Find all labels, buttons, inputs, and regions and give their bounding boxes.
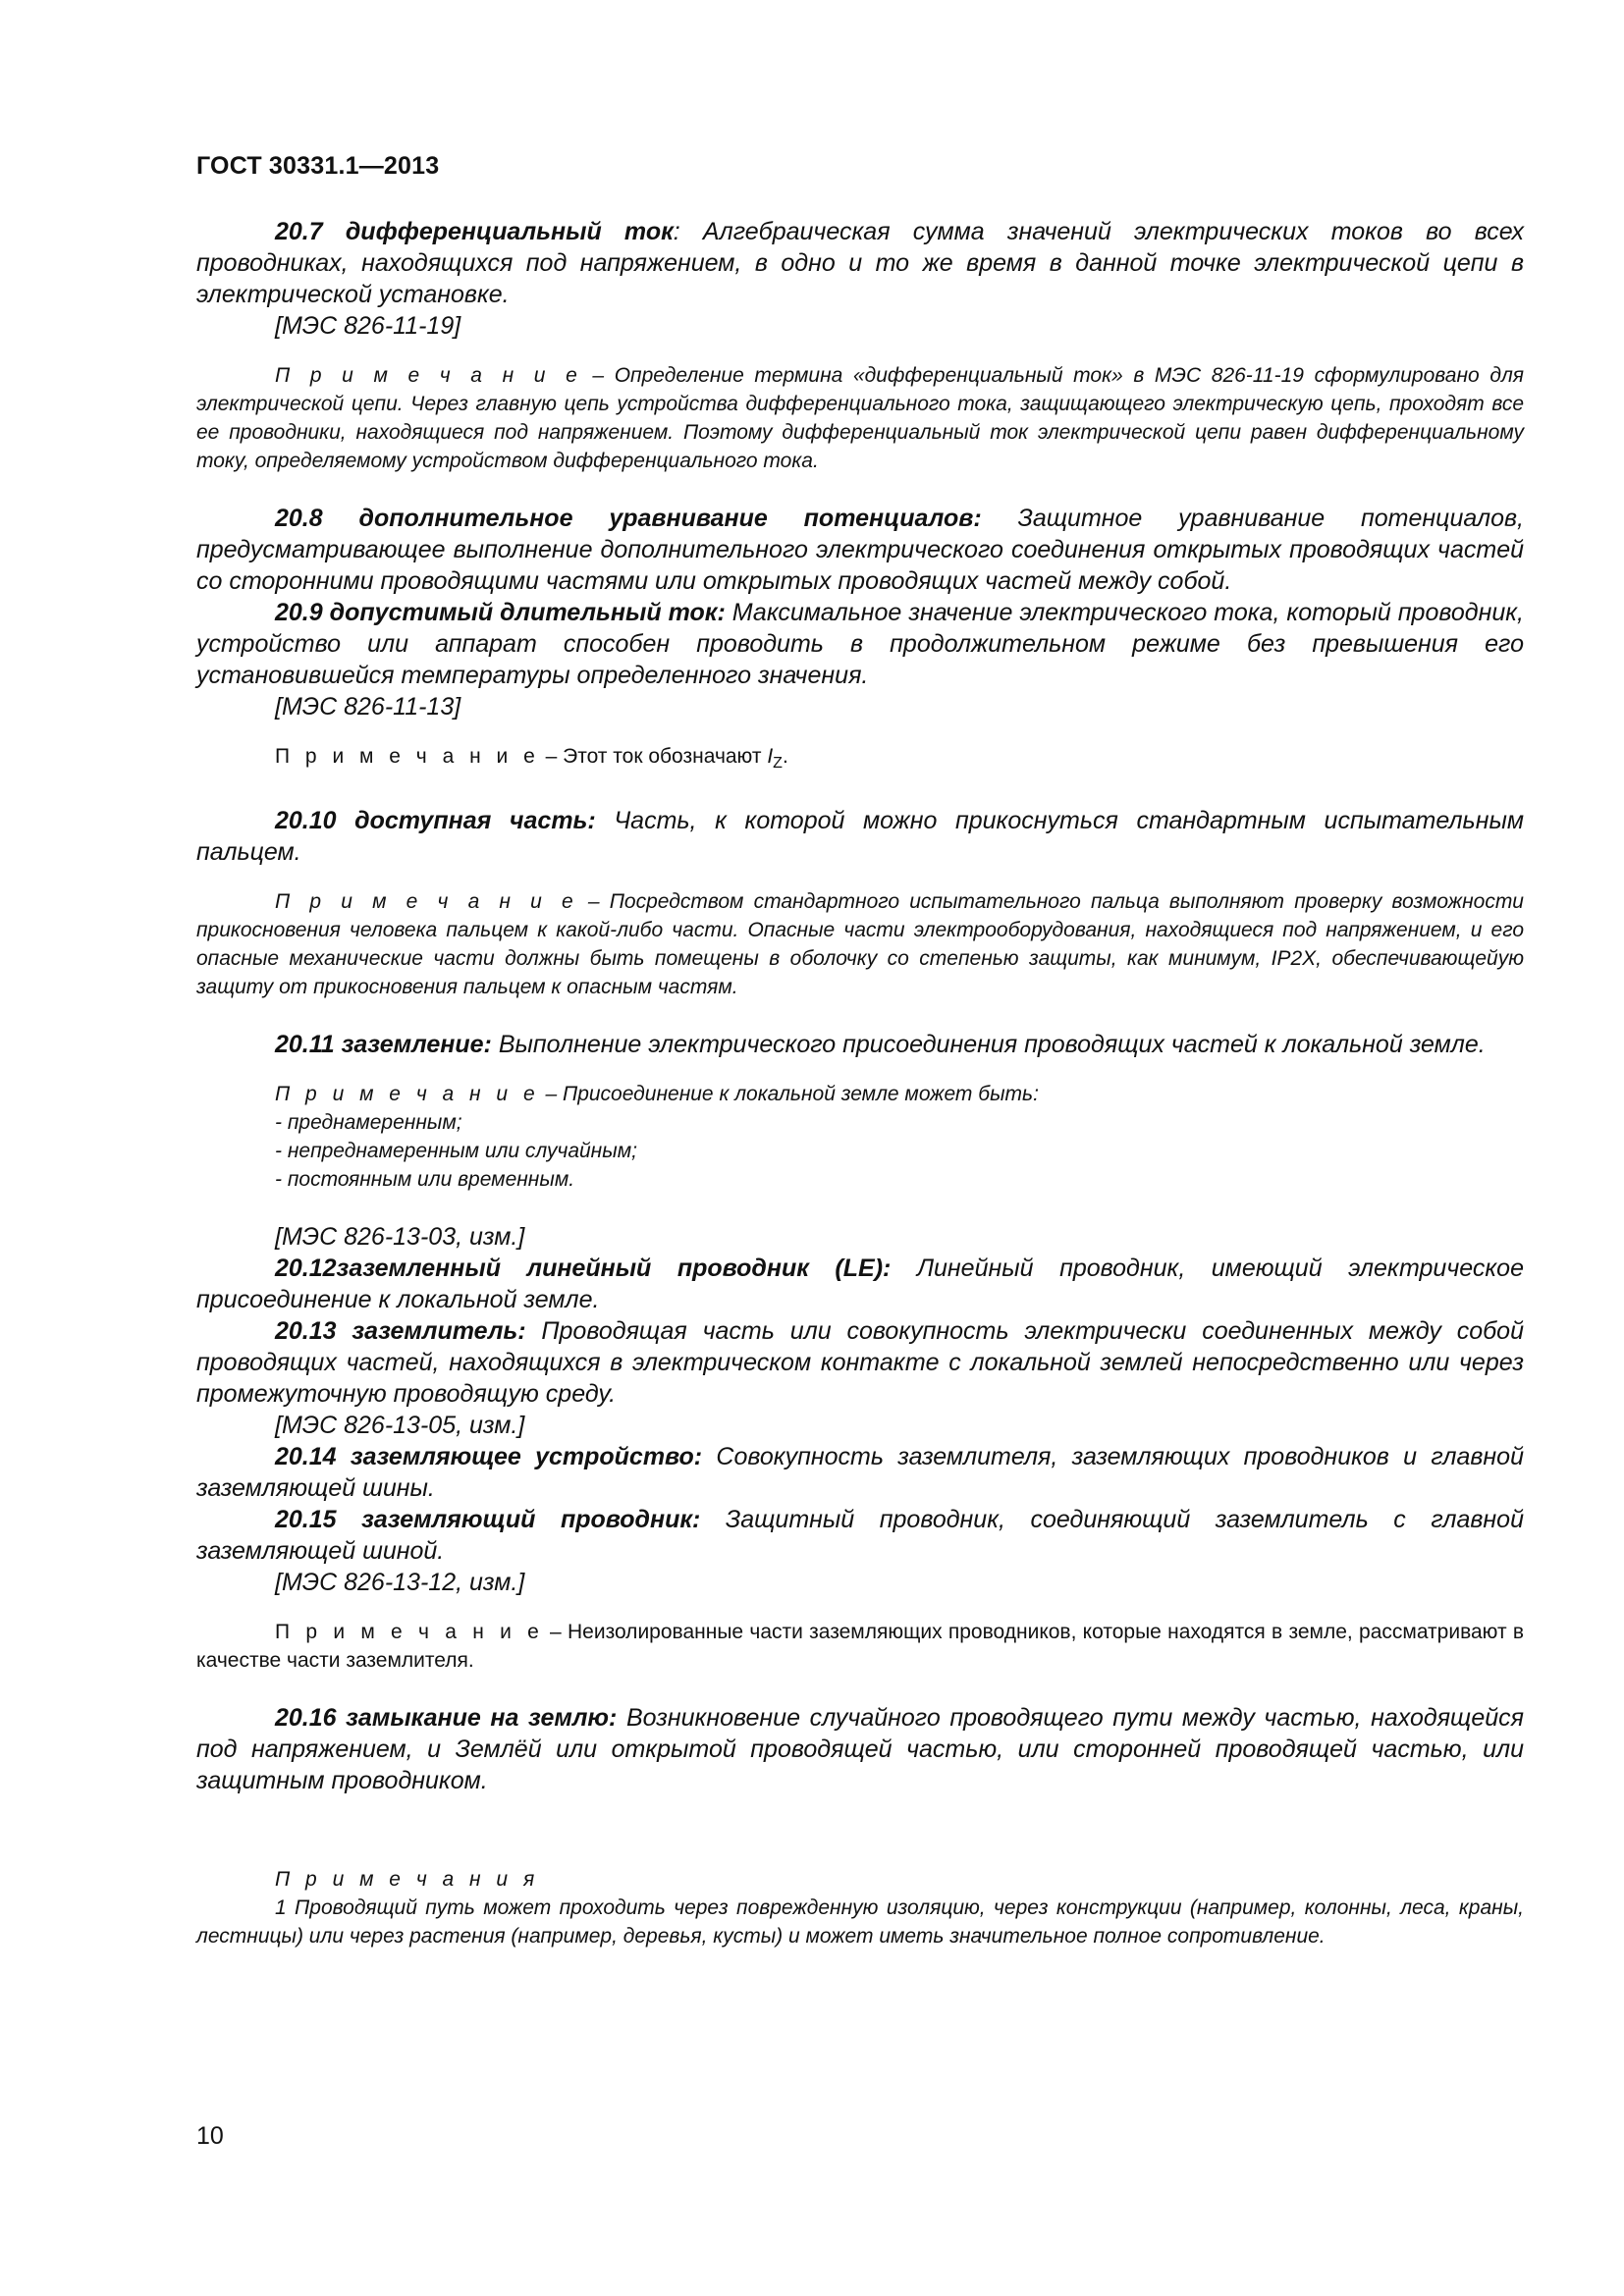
term-definition: Максимальное значение электрического тока, который проводник, устройство или аппарат способен проводить в продолжительном режиме без превышения его установившейся температуры определенного значения.: [196, 599, 1524, 689]
standard-header: ГОСТ 30331.1—2013: [196, 152, 440, 180]
term-title: 20.13 заземлитель:: [275, 1317, 526, 1346]
term-definition: Защитное уравнивание потенциалов, предусматривающее выполнение дополнительного электрического соединения открытых проводящих частей со сторонними проводящими частями или открытых проводящих частей между собой.: [196, 505, 1524, 595]
note-text: – Определение термина «дифференциальный ток» в МЭС 826-11-19 сформулировано для электрической цепи. Через главную цепь устройства дифференциального тока, защищающего электрическую цепь, проходят все ее проводники, находящиеся под напряжением. Поэтому дифференциальный ток электрической цепи равен дифференциальному току, определяемому устройством дифференциального тока.: [196, 364, 1525, 472]
entry-20-14: [196, 1441, 1524, 1504]
note-list: [196, 1108, 1524, 1194]
term-title: 20.9 допустимый длительный ток:: [275, 599, 726, 626]
entry-20-9: [196, 597, 1524, 691]
entry-20-11: [196, 1029, 1524, 1060]
term-title: 20.8 дополнительное уравнивание потенциалов:: [275, 505, 982, 532]
term-definition: Часть, к которой можно прикоснуться стандартным испытательным пальцем.: [196, 807, 1524, 867]
note-label: П р и м е ч а н и е: [275, 1621, 544, 1644]
note-text: – Присоединение к локальной земле может быть:: [539, 1083, 1039, 1106]
note-label: П р и м е ч а н и е: [275, 364, 582, 387]
term-definition: Совокупность заземлителя, заземляющих проводников и главной заземляющей шины.: [196, 1443, 1524, 1503]
list-item: - непреднамеренным или случайным;: [275, 1140, 637, 1163]
entry-20-8: [196, 503, 1524, 597]
note-20-11: [196, 1080, 1524, 1108]
note-label: П р и м е ч а н и е: [275, 1083, 540, 1106]
document-body: [196, 216, 1524, 1950]
note-text: – Неизолированные части заземляющих проводников, которые находятся в земле, рассматривают в качестве части заземлителя.: [196, 1621, 1525, 1673]
term-title: 20.14 заземляющее устройство:: [275, 1443, 703, 1471]
note-label: П р и м е ч а н и е: [275, 745, 540, 768]
iev-reference: [МЭС 826-11-13]: [275, 693, 461, 721]
term-title: 20.7 дифференциальный ток: [275, 218, 674, 245]
note-label: П р и м е ч а н и е: [275, 890, 578, 914]
entry-20-10: [196, 805, 1524, 868]
term-definition: Линейный проводник, имеющий электрическое присоединение к локальной земле.: [196, 1255, 1524, 1314]
iev-reference: [МЭС 826-13-05, изм.]: [275, 1412, 525, 1440]
note-20-16-1: 1 Проводящий путь может проходить через поврежденную изоляцию, через конструкции (например, колонны, леса, краны, лестницы) или через растения (например, деревья, кусты) и может иметь значительное полное сопротивление.: [196, 1896, 1524, 1949]
note-text: – Посредством стандартного испытательного пальца выполняют проверку возможности прикосновения человека пальцем к какой-либо части. Опасные части электрооборудования, находящиеся под напряжением, и его опасные механические части должны быть помещены в оболочку со степенью защиты, как минимум, IP2X, обеспечивающейую защиту от прикосновения пальцем к опасным частям.: [196, 890, 1524, 999]
term-definition: Выполнение электрического присоединения проводящих частей к локальной земле.: [491, 1031, 1486, 1059]
term-title: 20.15 заземляющий проводник:: [275, 1506, 701, 1534]
term-title: 20.11 заземление:: [275, 1031, 492, 1059]
note-end: .: [782, 745, 788, 768]
entry-20-16: [196, 1702, 1524, 1796]
term-definition: Защитный проводник, соединяющий заземлитель с главной заземляющей шиной.: [196, 1506, 1524, 1566]
iev-reference: [МЭС 826-11-19]: [275, 312, 461, 340]
term-definition: Проводящая часть или совокупность электрически соединенных между собой проводящих частей, находящихся в электрическом контакте с локальной землей непосредственно или через промежуточную проводящую среду.: [196, 1317, 1524, 1409]
notes-heading: П р и м е ч а н и я: [275, 1868, 540, 1892]
iev-reference: [МЭС 826-13-03, изм.]: [275, 1223, 525, 1252]
current-subscript: Z: [773, 755, 783, 773]
note-20-10: [196, 887, 1524, 1001]
iev-reference: [МЭС 826-13-12, изм.]: [275, 1569, 525, 1597]
term-title: 20.10 доступная часть:: [275, 807, 596, 835]
page-number: 10: [196, 2122, 224, 2150]
note-text: – Этот ток обозначают: [539, 745, 768, 768]
list-item: - преднамеренным;: [275, 1111, 462, 1135]
note-20-9: [196, 742, 1524, 777]
term-definition: Возникновение случайного проводящего пути между частью, находящейся под напряжением, и Землёй или открытой проводящей частью, или сторонней проводящей частью, или защитным проводником.: [196, 1704, 1524, 1795]
entry-20-12: [196, 1253, 1524, 1315]
term-title: 20.12заземленный линейный проводник (LE):: [275, 1255, 892, 1283]
note-20-15: [196, 1618, 1524, 1675]
entry-20-15: [196, 1504, 1524, 1567]
note-20-7: [196, 361, 1524, 475]
list-item: - постоянным или временным.: [275, 1168, 575, 1192]
term-title: 20.16 замыкание на землю:: [275, 1704, 618, 1733]
current-symbol: I: [767, 745, 774, 768]
entry-20-7: [196, 216, 1524, 310]
term-definition: : Алгебраическая сумма значений электрических токов во всех проводниках, находящихся под напряжением, в одно и то же время в данной точке электрической цепи в электрической установке.: [196, 218, 1524, 308]
entry-20-13: [196, 1315, 1524, 1410]
